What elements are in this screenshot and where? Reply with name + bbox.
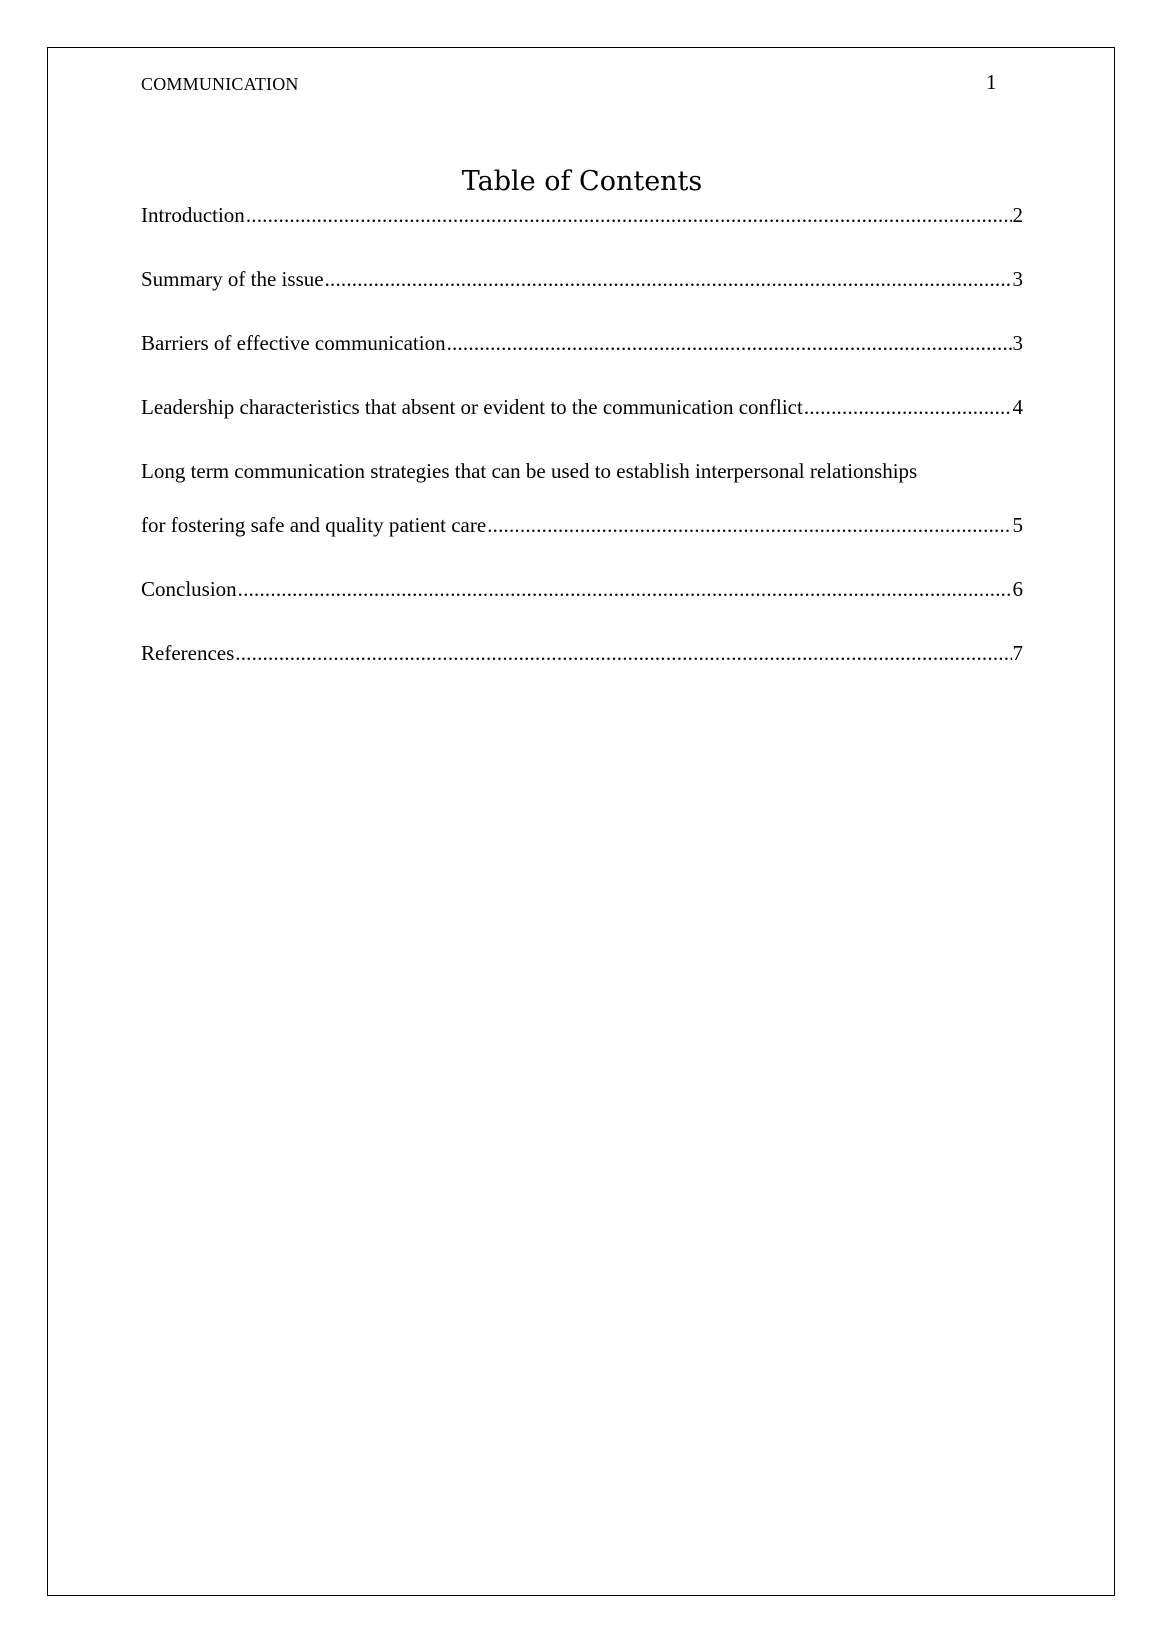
toc-entry-label: References ..... [141,641,235,665]
toc-entry-page: 2 [1012,203,1023,227]
toc-entry-introduction[interactable] [141,202,1023,228]
toc-entry-page: 4 [1012,395,1023,419]
toc-entry-references[interactable] [141,640,1023,666]
toc-entry-label-line2: for fostering safe and quality patient care ..... [141,513,487,537]
toc-entry-label: Summary of the issue ..... [141,267,325,291]
toc-entry-page: 7 [1012,641,1023,665]
toc-entry-summary[interactable] [141,266,1023,292]
toc-list [141,202,1023,704]
toc-entry-label: Introduction ..... [141,203,246,227]
toc-entry-label-line2-row [141,498,1023,552]
toc-entry-barriers[interactable] [141,330,1023,356]
toc-entry-page: 6 [1012,577,1023,601]
toc-entry-label: Conclusion ..... [141,577,238,601]
document-page [47,47,1115,1596]
toc-entry-page: 5 [1012,498,1024,552]
toc-title: Table of Contents [461,166,703,197]
toc-entry-page: 3 [1012,331,1023,355]
page-number: 1 [986,70,997,94]
toc-entry-page: 3 [1012,267,1023,291]
toc-entry-conclusion[interactable] [141,576,1023,602]
toc-entry-strategies[interactable] [141,444,1023,552]
running-head: COMMUNICATION [141,74,299,94]
toc-entry-label-line1: Long term communication strategies that can be used to establish interpersonal relationships [141,459,918,483]
toc-entry-label: Barriers of effective communication ..... [141,331,447,355]
toc-entry-leadership[interactable] [141,394,1023,420]
toc-entry-label: Leadership characteristics that absent or evident to the communication conflict ..... [141,395,804,419]
